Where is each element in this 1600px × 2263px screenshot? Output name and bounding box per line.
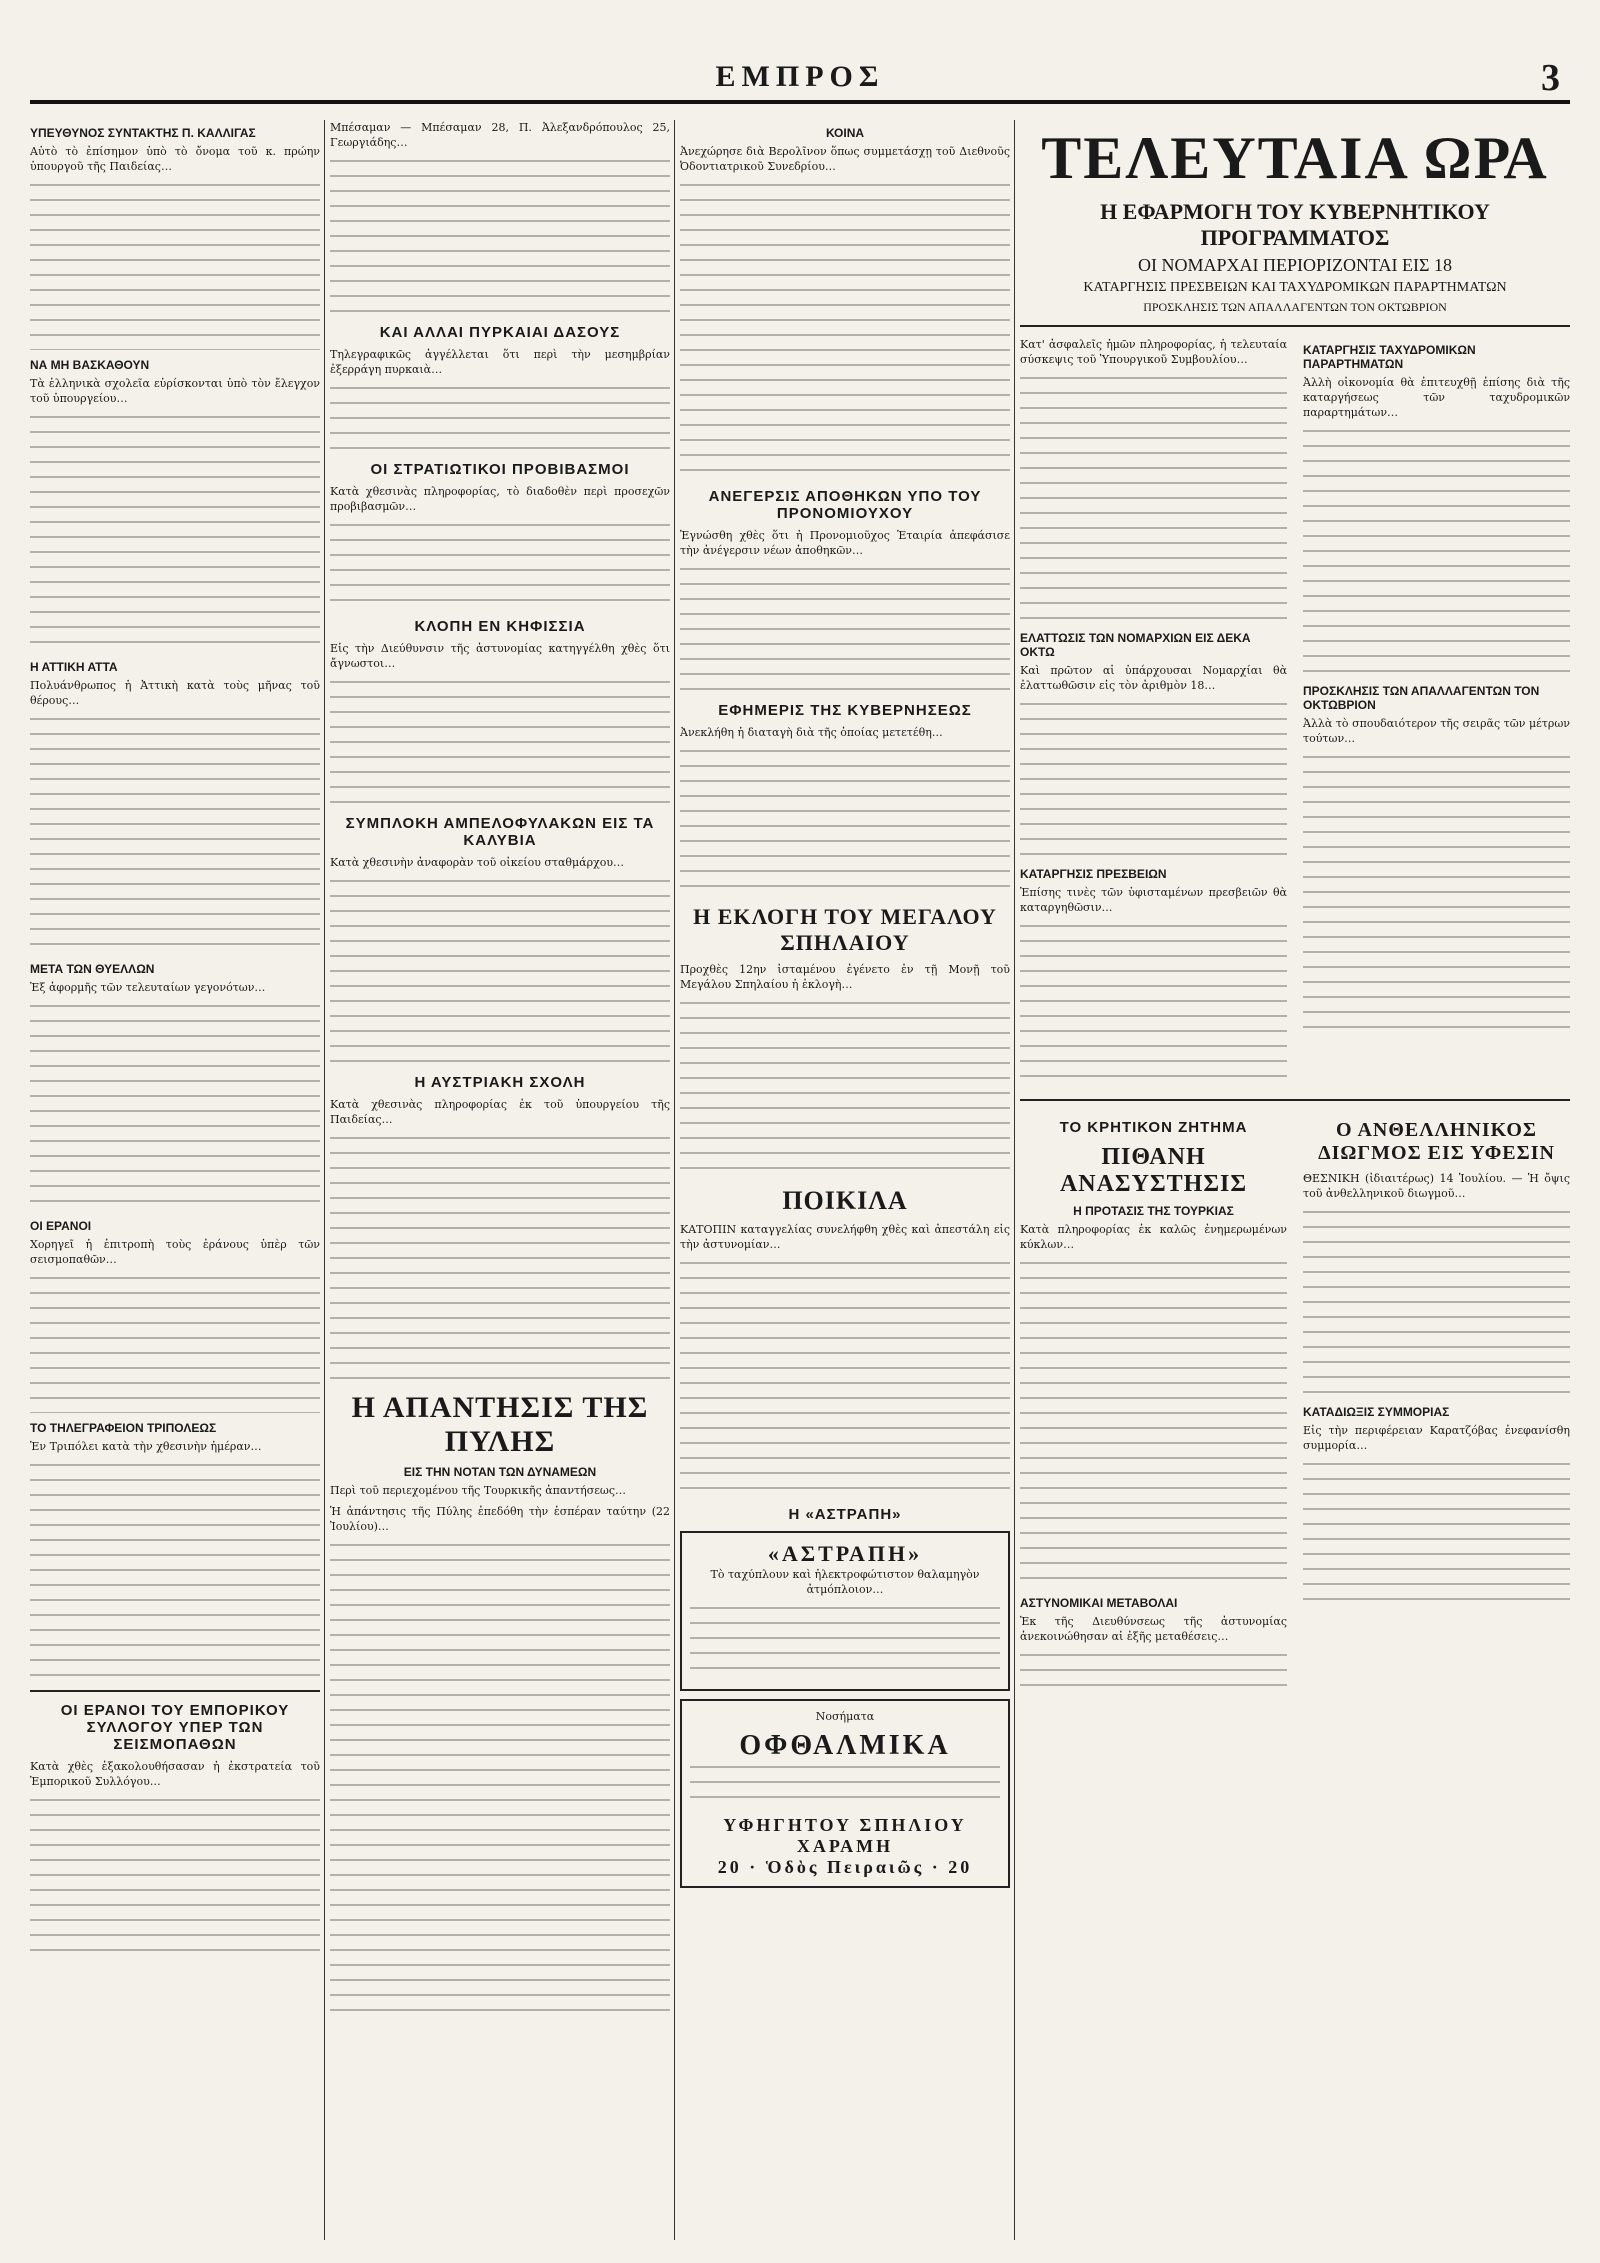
article-headline-large: ΠΙΘΑΝΗ ΑΝΑΣΥΣΤΗΣΙΣ xyxy=(1059,1144,1248,1197)
masthead xyxy=(30,57,1570,110)
lead-subheadline: ΟΙ ΝΟΜΑΡΧΑΙ ΠΕΡΙΟΡΙΖΟΝΤΑΙ ΕΙΣ 18 xyxy=(1137,255,1452,275)
article-text-block xyxy=(680,998,1010,1178)
article-text-block xyxy=(330,1540,670,2020)
article-text-block xyxy=(30,714,320,954)
article-headline: ΟΙ ΕΡΑΝΟΙ xyxy=(30,1219,92,1233)
article-text-block xyxy=(330,1133,670,1383)
lead-article-left xyxy=(1020,337,1287,1089)
article-headline: ΚΑΤΑΡΓΗΣΙΣ ΤΑΧΥΔΡΟΜΙΚΩΝ ΠΑΡΑΡΤΗΜΑΤΩΝ xyxy=(1303,343,1476,371)
article-headline: ΠΡΟΣΚΛΗΣΙΣ ΤΩΝ ΑΠΑΛΛΑΓΕΝΤΩΝ ΤΟΝ ΟΚΤΩΒΡΙΟΝ xyxy=(1303,684,1540,712)
editor-line: ΥΠΕΥΘΥΝΟΣ ΣΥΝΤΑΚΤΗΣ Π. ΚΑΛΛΙΓΑΣ xyxy=(30,126,256,140)
article-text: Κατὰ χθὲς ἐξακολουθήσασαν ἡ ἐκστρατεία τοῦ Ἐμπορικοῦ Συλλόγου… xyxy=(30,1760,320,1788)
article-text-block xyxy=(1020,373,1287,623)
article-text: Ἐπίσης τινὲς τῶν ὑφισταμένων πρεσβειῶν θὰ καταργηθῶσιν… xyxy=(1020,886,1287,914)
article-text: Κατὰ χθεσινὴν ἀναφορὰν τοῦ οἰκείου σταθμάρχου… xyxy=(330,856,625,869)
article-headline: ΚΑΤΑΡΓΗΣΙΣ ΠΡΕΣΒΕΙΩΝ xyxy=(1020,867,1167,881)
lower-article-columns xyxy=(1020,1111,1570,1698)
article-headline: Η «ΑΣΤΡΑΠΗ» xyxy=(788,1506,902,1523)
article-text-block xyxy=(1020,921,1287,1081)
article-headline: ΕΦΗΜΕΡΙΣ ΤΗΣ ΚΥΒΕΡΝΗΣΕΩΣ xyxy=(718,702,972,719)
advertisement-ophthalmic xyxy=(680,1699,1010,1888)
article-headline: ΤΟ ΤΗΛΕΓΡΑΦΕΙΟΝ ΤΡΙΠΟΛΕΩΣ xyxy=(30,1421,217,1435)
article-text: Μπέσαμαν — Μπέσαμαν 28, Π. Ἀλεξανδρόπουλος 25, Γεωργιάδης… xyxy=(330,121,670,149)
article-text-block xyxy=(330,156,670,316)
article-text: Ἐξ ἀφορμῆς τῶν τελευταίων γεγονότων… xyxy=(30,981,266,994)
article-text: Ἐκ τῆς Διευθύνσεως τῆς ἀστυνομίας ἀνεκοινώθησαν αἱ ἑξῆς μεταθέσεις… xyxy=(1020,1615,1287,1643)
lead-headline: Η ΕΦΑΡΜΟΓΗ ΤΟΥ ΚΥΒΕΡΝΗΤΙΚΟΥ ΠΡΟΓΡΑΜΜΑΤΟΣ xyxy=(1100,199,1490,250)
column-divider xyxy=(324,120,325,2240)
article-headline: ΤΟ ΚΡΗΤΙΚΟΝ ΖΗΤΗΜΑ xyxy=(1059,1119,1248,1136)
article-text-block xyxy=(330,677,670,807)
column-2 xyxy=(330,120,670,2240)
article-text: Κατὰ χθεσινὰς πληροφορίας ἐκ τοῦ ὑπουργείου τῆς Παιδείας… xyxy=(330,1098,670,1126)
page-number: 3 xyxy=(1541,57,1560,99)
banner-headline: ΤΕΛΕΥΤΑΙΑ ΩΡΑ xyxy=(1041,125,1549,191)
article-text-block xyxy=(680,746,1010,896)
article-headline: ΚΑΤΑΔΙΩΞΙΣ ΣΥΜΜΟΡΙΑΣ xyxy=(1303,1405,1450,1419)
article-headline: ΜΕΤΑ ΤΩΝ ΘΥΕΛΛΩΝ xyxy=(30,962,155,976)
masthead-rule xyxy=(30,100,1570,104)
lead-article-right xyxy=(1303,337,1570,1089)
article-text: Ἀλλὰ τὸ σπουδαιότερον τῆς σειρᾶς τῶν μέτρων τούτων… xyxy=(1303,717,1570,745)
lead-article-columns xyxy=(1020,337,1570,1089)
ad-text-block xyxy=(690,1762,1000,1807)
ad-address: 20 · Ὁδὸς Πειραιῶς · 20 xyxy=(717,1857,973,1877)
column-divider xyxy=(1014,120,1015,2240)
article-text-block xyxy=(1020,1258,1287,1588)
column-1 xyxy=(30,120,320,2240)
column-4 xyxy=(1020,120,1570,2240)
article-text: Ἀνεκλήθη ἡ διαταγὴ διὰ τῆς ὁποίας μετετέθη… xyxy=(680,726,943,739)
article-text-block xyxy=(30,1795,320,1955)
article-text: Εἰς τὴν Διεύθυνσιν τῆς ἀστυνομίας κατηγγέλθη χθὲς ὅτι ἄγνωστοι… xyxy=(330,642,670,670)
lower-article-right xyxy=(1303,1111,1570,1698)
ad-text: Τὸ ταχύπλουν καὶ ἠλεκτροφώτιστον θαλαμηγὸν ἀτμόπλοιον… xyxy=(710,1568,980,1596)
ad-label: Νοσήματα xyxy=(815,1710,875,1723)
article-text: Αὐτὸ τὸ ἐπίσημον ὑπὸ τὸ ὄνομα τοῦ κ. πρώην ὑπουργοῦ τῆς Παιδείας… xyxy=(30,145,320,173)
article-text: Ἐν Τριπόλει κατὰ τὴν χθεσινὴν ἡμέραν… xyxy=(30,1440,262,1453)
article-text-block xyxy=(680,564,1010,694)
article-text: Καὶ πρῶτον αἱ ὑπάρχουσαι Νομαρχίαι θὰ ἐλαττωθῶσιν εἰς τὸν ἀριθμὸν 18… xyxy=(1020,664,1287,692)
article-text: Ἐγνώσθη χθὲς ὅτι ἡ Προνομιοῦχος Ἑταιρία ἀπεφάσισε τὴν ἀνέγερσιν νέων ἀποθηκῶν… xyxy=(680,529,1010,557)
section-separator xyxy=(1020,325,1570,327)
article-text: Ἡ ἀπάντησις τῆς Πύλης ἐπεδόθη τὴν ἑσπέραν ταύτην (22 Ἰουλίου)… xyxy=(330,1505,670,1533)
article-headline: ΝΑ ΜΗ ΒΑΣΚΑΘΟΥΝ xyxy=(30,358,150,372)
article-text: Τηλεγραφικῶς ἀγγέλλεται ὅτι περὶ τὴν μεσημβρίαν ἐξερράγη πυρκαιὰ… xyxy=(330,348,670,376)
article-text: Τὰ ἑλληνικὰ σχολεῖα εὑρίσκονται ὑπὸ τὸν ἔλεγχον τοῦ ὑπουργείου… xyxy=(30,377,320,405)
article-headline: ΣΥΜΠΛΟΚΗ ΑΜΠΕΛΟΦΥΛΑΚΩΝ ΕΙΣ ΤΑ ΚΑΛΥΒΙΑ xyxy=(345,815,655,849)
article-text: ΚΑΤΟΠΙΝ καταγγελίας συνελήφθη χθὲς καὶ ἀπεστάλη εἰς τὴν ἀστυνομίαν… xyxy=(680,1223,1010,1251)
column-3 xyxy=(680,120,1010,2240)
article-text: Προχθὲς 12ην ἰσταμένου ἐγένετο ἐν τῇ Μονῇ τοῦ Μεγάλου Σπηλαίου ἡ ἐκλογὴ… xyxy=(680,963,1010,991)
article-text-block xyxy=(330,520,670,610)
section-label: ΚΟΙΝΑ xyxy=(825,126,865,140)
article-text: Κατὰ χθεσινὰς πληροφορίας, τὸ διαδοθὲν περὶ προσεχῶν προβιβασμῶν… xyxy=(330,485,670,513)
article-text-block xyxy=(1303,752,1570,1032)
article-headline: ΑΣΤΥΝΟΜΙΚΑΙ ΜΕΤΑΒΟΛΑΙ xyxy=(1020,1596,1178,1610)
article-headline: ΕΛΑΤΤΩΣΙΣ ΤΩΝ ΝΟΜΑΡΧΙΩΝ ΕΙΣ ΔΕΚΑ ΟΚΤΩ xyxy=(1020,631,1251,659)
article-headline: ΟΙ ΣΤΡΑΤΙΩΤΙΚΟΙ ΠΡΟΒΙΒΑΣΜΟΙ xyxy=(370,461,630,478)
article-text-block xyxy=(680,1258,1010,1498)
article-text-block xyxy=(30,1001,320,1211)
article-headline-large: ΠΟΙΚΙΛΑ xyxy=(782,1186,908,1215)
section-separator xyxy=(1020,1099,1570,1101)
article-text-block xyxy=(30,1273,320,1413)
article-text-block xyxy=(30,1460,320,1680)
article-text: Ἀλλὴ οἰκονομία θὰ ἐπιτευχθῇ ἐπίσης διὰ τῆς καταργήσεως τῶν ταχυδρομικῶν παραρτημάτων… xyxy=(1303,376,1570,419)
article-text-block xyxy=(1303,426,1570,676)
article-text-block xyxy=(1020,699,1287,859)
article-headline: ΟΙ ΕΡΑΝΟΙ ΤΟΥ ΕΜΠΟΡΙΚΟΥ ΣΥΛΛΟΓΟΥ ΥΠΕΡ ΤΩΝ ΣΕΙΣΜΟΠΑΘΩΝ xyxy=(60,1702,290,1753)
column-divider xyxy=(674,120,675,2240)
article-text: Ἀνεχώρησε διὰ Βερολῖνον ὅπως συμμετάσχῃ τοῦ Διεθνοῦς Ὀδοντιατρικοῦ Συνεδρίου… xyxy=(680,145,1010,173)
article-headline: ΑΝΕΓΕΡΣΙΣ ΑΠΟΘΗΚΩΝ ΥΠΟ ΤΟΥ ΠΡΟΝΟΜΙΟΥΧΟΥ xyxy=(708,488,982,522)
article-text: Πολυάνθρωπος ἡ Ἀττικὴ κατὰ τοὺς μῆνας τοῦ θέρους… xyxy=(30,679,320,707)
article-headline-large: Η ΕΚΛΟΓΗ ΤΟΥ ΜΕΓΑΛΟΥ ΣΠΗΛΑΙΟΥ xyxy=(693,904,997,955)
article-text: Κατ' ἀσφαλεῖς ἡμῶν πληροφορίας, ἡ τελευταία σύσκεψις τοῦ Ὑπουργικοῦ Συμβουλίου… xyxy=(1020,338,1287,366)
article-headline: ΚΑΙ ΑΛΛΑΙ ΠΥΡΚΑΙΑΙ ΔΑΣΟΥΣ xyxy=(379,324,621,341)
lower-article-left xyxy=(1020,1111,1287,1698)
lead-subheadline: ΠΡΟΣΚΛΗΣΙΣ ΤΩΝ ΑΠΑΛΛΑΓΕΝΤΩΝ ΤΟΝ ΟΚΤΩΒΡΙΟΝ xyxy=(1143,300,1447,314)
article-text-block xyxy=(330,876,670,1066)
article-headline-large: Η ΑΠΑΝΤΗΣΙΣ ΤΗΣ ΠΥΛΗΣ xyxy=(351,1391,649,1458)
article-headline-large: Ο ΑΝΘΕΛΛΗΝΙΚΟΣ ΔΙΩΓΜΟΣ ΕΙΣ ΥΦΕΣΙΝ xyxy=(1318,1119,1555,1164)
lead-subheadline: ΚΑΤΑΡΓΗΣΙΣ ΠΡΕΣΒΕΙΩΝ ΚΑΙ ΤΑΧΥΔΡΟΜΙΚΩΝ ΠΑΡΑΡΤΗΜΑΤΩΝ xyxy=(1083,280,1507,295)
article-text: Χορηγεῖ ἡ ἐπιτροπὴ τοὺς ἐράνους ὑπὲρ τῶν σεισμοπαθῶν… xyxy=(30,1238,320,1266)
article-text-block xyxy=(30,412,320,652)
article-text-block xyxy=(680,180,1010,480)
article-text-block xyxy=(30,180,320,350)
article-subheadline: ΕΙΣ ΤΗΝ ΝΟΤΑΝ ΤΩΝ ΔΥΝΑΜΕΩΝ xyxy=(403,1465,597,1479)
article-headline: Η ΑΥΣΤΡΙΑΚΗ ΣΧΟΛΗ xyxy=(414,1074,586,1091)
ad-title: ΟΦΘΑΛΜΙΚΑ xyxy=(739,1730,951,1761)
newspaper-title: ΕΜΠΡΟΣ xyxy=(715,60,885,93)
article-text-block xyxy=(1303,1207,1570,1397)
article-text-block xyxy=(330,383,670,453)
article-text: Κατὰ πληροφορίας ἐκ καλῶς ἐνημερωμένων κύκλων… xyxy=(1020,1223,1287,1251)
article-headline: ΚΛΟΠΗ ΕΝ ΚΗΦΙΣΣΙΑ xyxy=(414,618,586,635)
section-separator xyxy=(30,1690,320,1692)
article-subheadline: Η ΠΡΟΤΑΣΙΣ ΤΗΣ ΤΟΥΡΚΙΑΣ xyxy=(1073,1204,1234,1218)
article-text-block xyxy=(1020,1650,1287,1690)
article-text: Εἰς τὴν περιφέρειαν Καρατζόβας ἐνεφανίσθη συμμορία… xyxy=(1303,1424,1570,1452)
ad-doctor-name: ΥΦΗΓΗΤΟΥ ΣΠΗΛΙΟΥ ΧΑΡΑΜΗ xyxy=(723,1815,967,1856)
article-headline: Η ΑΤΤΙΚΗ ΑΤΤΑ xyxy=(30,660,118,674)
article-text: Περὶ τοῦ περιεχομένου τῆς Τουρκικῆς ἀπαντήσεως… xyxy=(330,1484,627,1497)
advertisement-astrapi xyxy=(680,1531,1010,1691)
article-text: ΘΕΣΝΙΚΗ (ἰδιαιτέρως) 14 Ἰουλίου. — Ἡ ὄψις τοῦ ἀνθελληνικοῦ διωγμοῦ… xyxy=(1303,1172,1570,1200)
ad-title: «ΑΣΤΡΑΠΗ» xyxy=(767,1541,923,1566)
article-text-block xyxy=(1303,1459,1570,1609)
ad-text-block xyxy=(690,1603,1000,1673)
